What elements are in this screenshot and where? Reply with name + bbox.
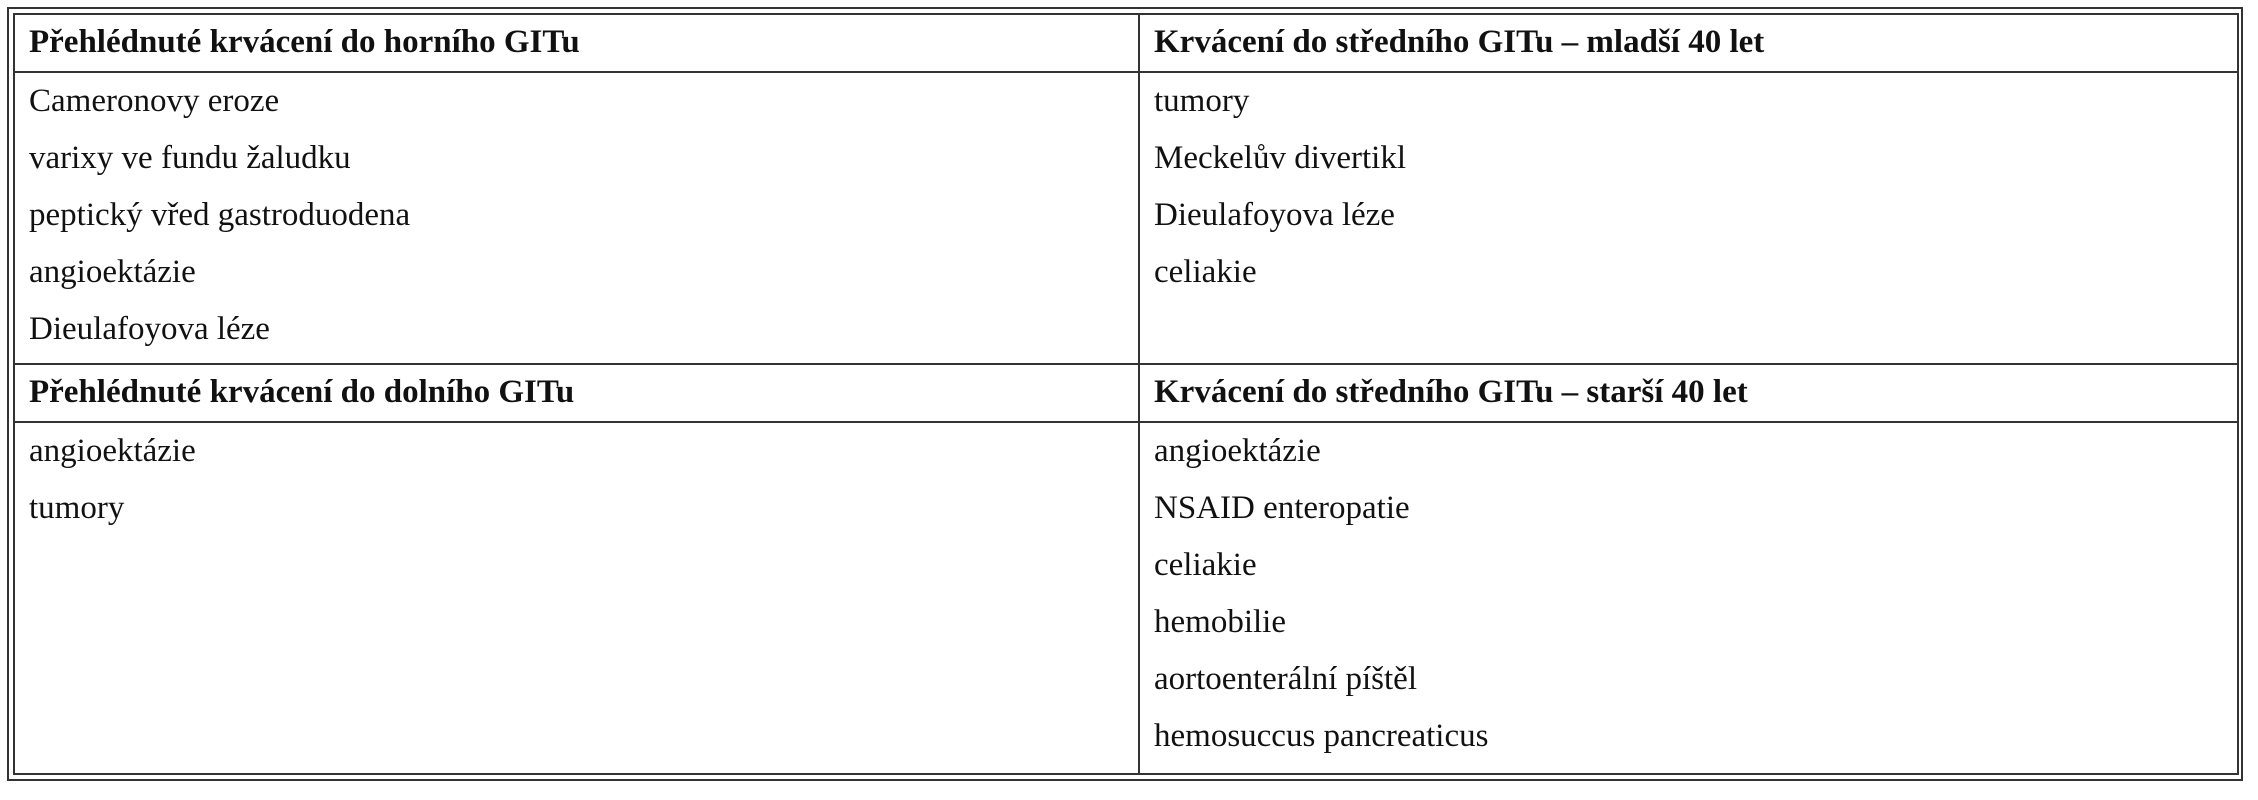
list-item: tumory: [29, 490, 125, 526]
list-item: angioektázie: [29, 254, 196, 290]
list-item: varixy ve fundu žaludku: [29, 140, 351, 176]
upper-gi-cell: [14, 72, 1139, 364]
mid-gi-younger-list: [1154, 73, 2223, 301]
mid-gi-older-list: [1154, 423, 2223, 765]
mid-gi-younger-cell: [1139, 72, 2238, 364]
list-item: Dieulafoyova léze: [29, 311, 270, 347]
table-row: [14, 72, 2238, 364]
list-item: NSAID enteropatie: [1154, 490, 1410, 526]
list-item: Dieulafoyova léze: [1154, 197, 1395, 233]
list-item: hemobilie: [1154, 604, 1286, 640]
lower-gi-cell: [14, 422, 1139, 774]
upper-gi-list: [29, 73, 1124, 358]
list-item: celiakie: [1154, 547, 1257, 583]
lower-gi-list: [29, 423, 1124, 537]
list-item: aortoenterální píštěl: [1154, 661, 1417, 697]
mid-gi-younger-header: Krvácení do středního GITu – mladší 40 let: [1139, 14, 2238, 72]
list-item: peptický vřed gastroduodena: [29, 197, 411, 233]
mid-gi-older-header: Krvácení do středního GITu – starší 40 let: [1139, 364, 2238, 422]
lower-gi-header: Přehlédnuté krvácení do dolního GITu: [14, 364, 1139, 422]
upper-gi-header: Přehlédnuté krvácení do horního GITu: [14, 14, 1139, 72]
mid-gi-older-cell: [1139, 422, 2238, 774]
list-item: Meckelův divertikl: [1154, 140, 1407, 176]
list-item: tumory: [1154, 83, 1250, 119]
table-row: [14, 422, 2238, 774]
bleeding-causes-table: [13, 13, 2239, 775]
list-item: angioektázie: [1154, 433, 1321, 469]
list-item: angioektázie: [29, 433, 196, 469]
table-header-row: [14, 364, 2238, 422]
table-header-row: [14, 14, 2238, 72]
list-item: hemosuccus pancreaticus: [1154, 718, 1489, 754]
list-item: celiakie: [1154, 254, 1257, 290]
list-item: Cameronovy eroze: [29, 83, 280, 119]
